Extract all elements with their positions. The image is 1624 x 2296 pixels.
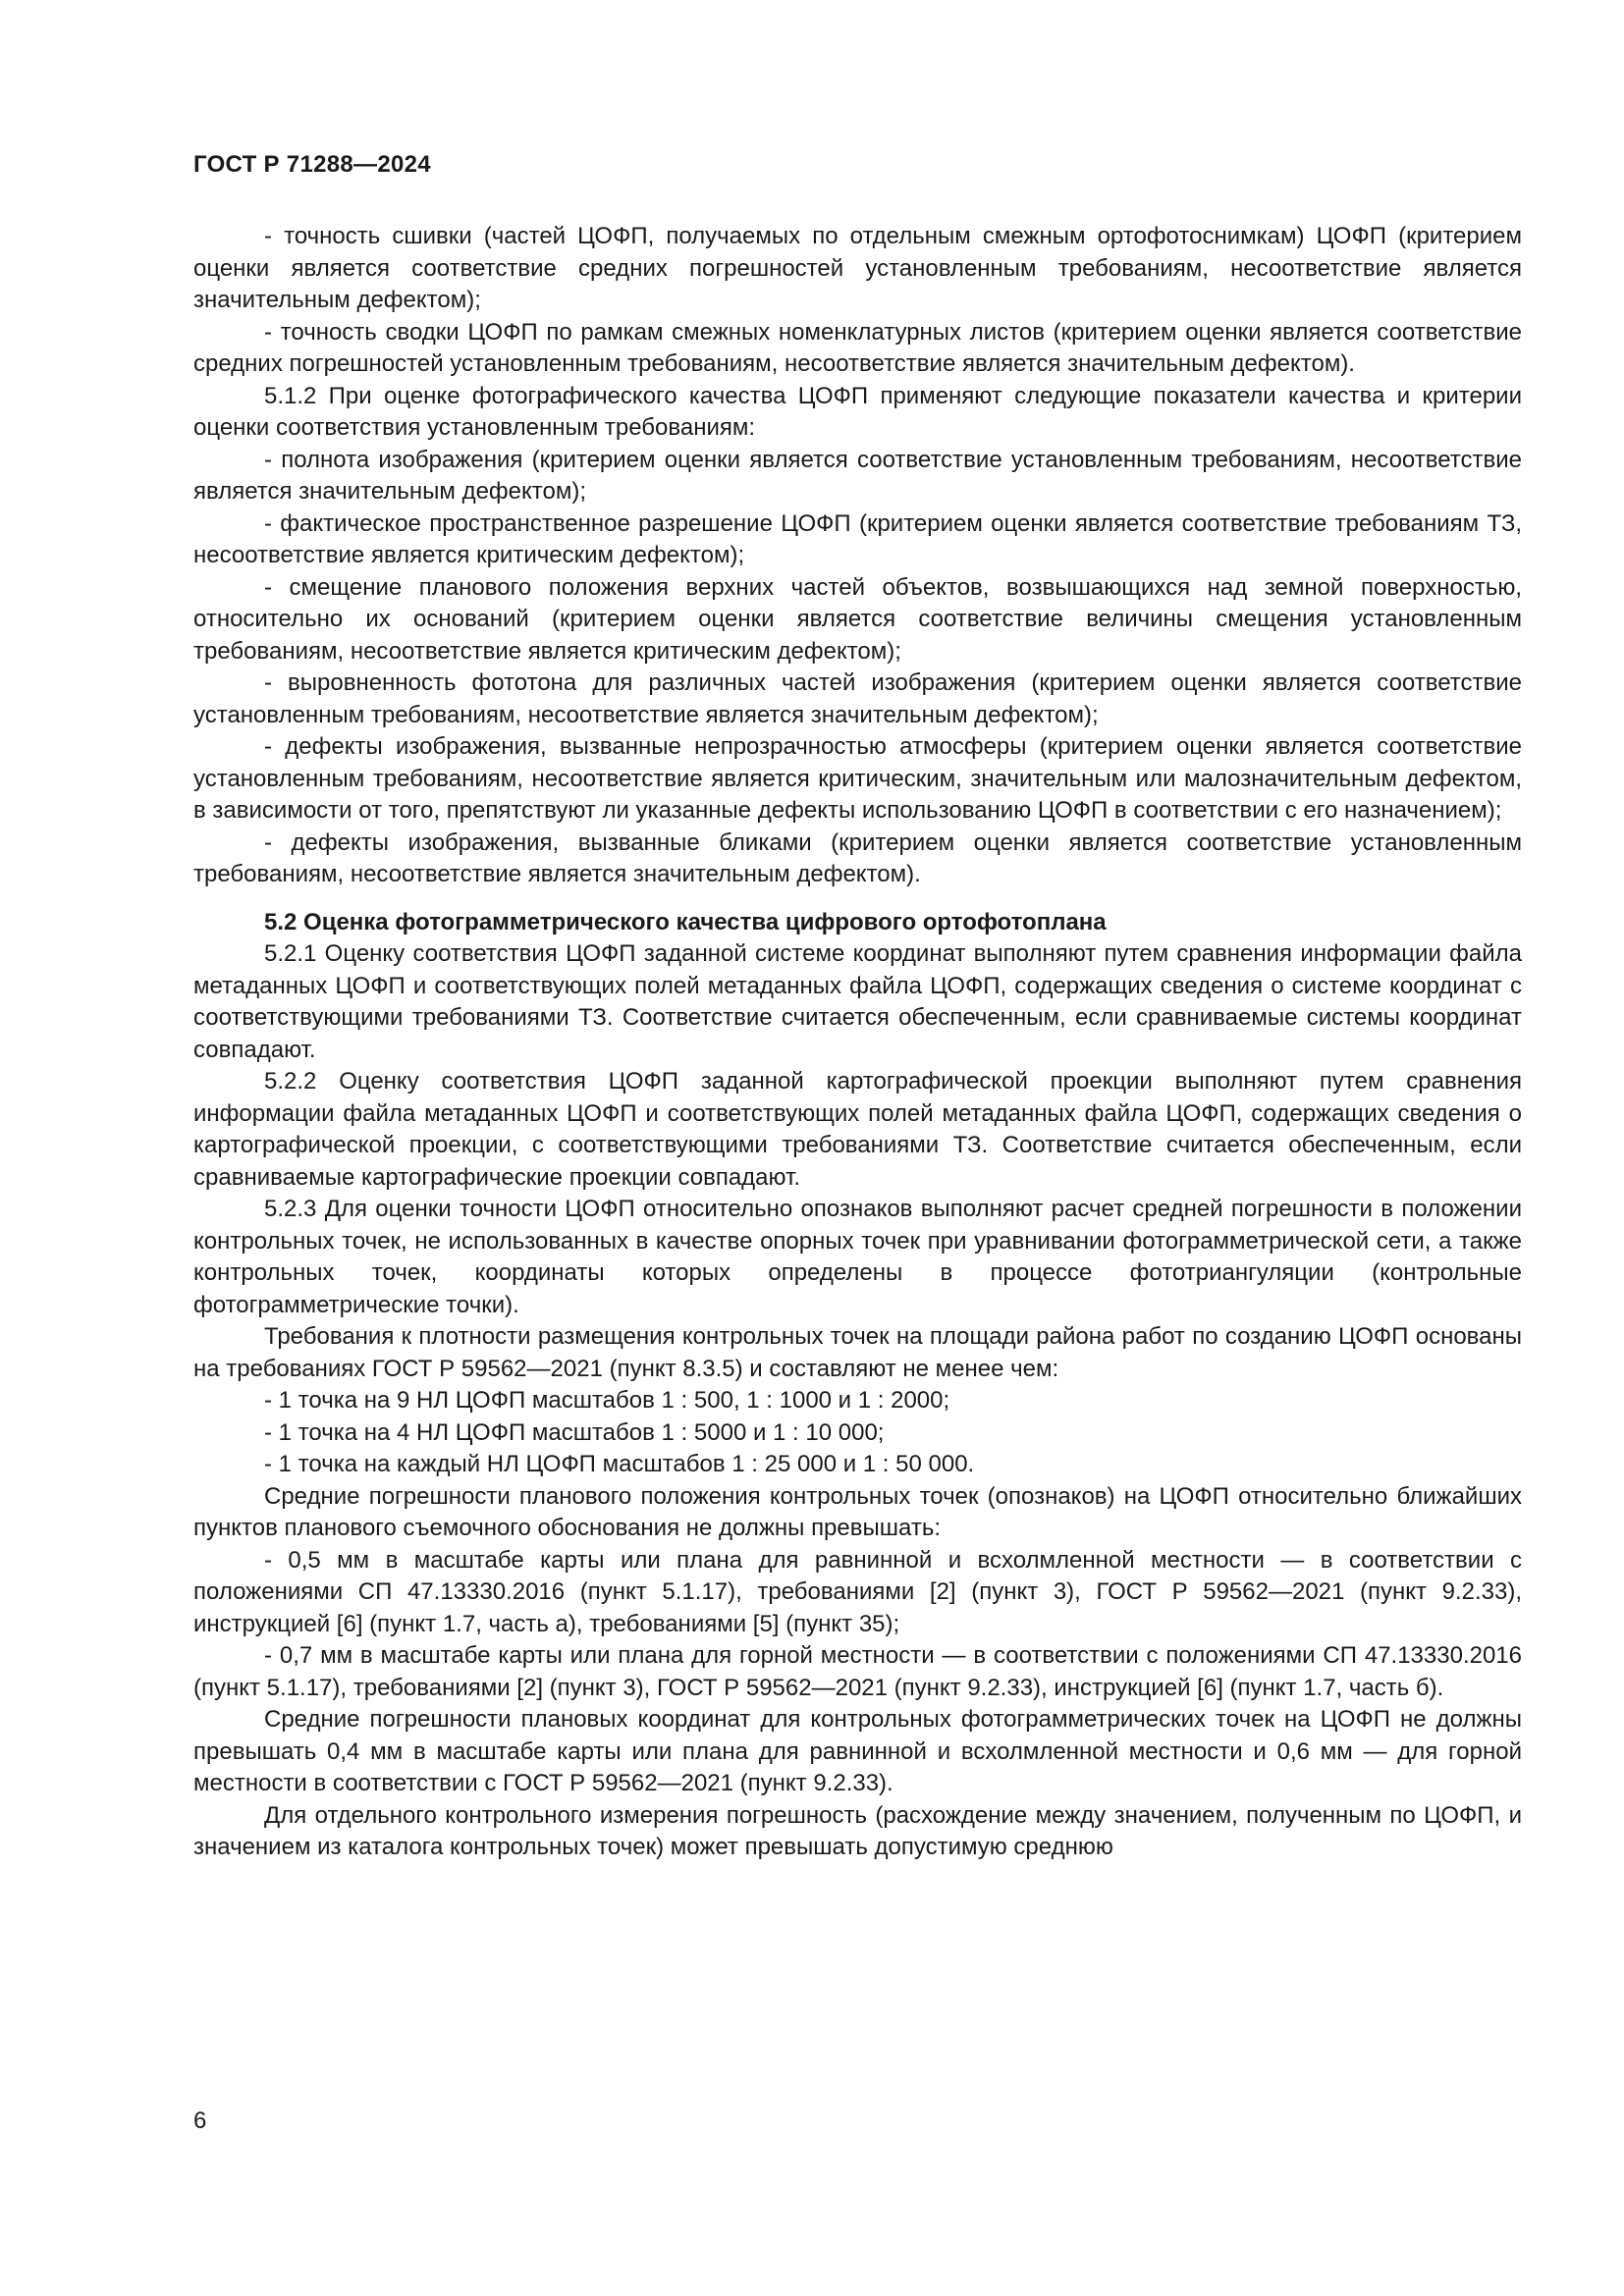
- list-item: - 1 точка на каждый НЛ ЦОФП масштабов 1 : 25 000 и 1 : 50 000.: [264, 1451, 975, 1477]
- paragraph: Требования к плотности размещения контрольных точек на площади района работ по созданию ЦОФП основаны на требованиях ГОСТ Р 59562—2021 (пункт 8.3.5) и составляют не менее чем:: [193, 1323, 1522, 1382]
- list-item: - 0,7 мм в масштабе карты или плана для горной местности — в соответствии с положениями СП 47.13330.2016 (пункт 5.1.17), требованиями [2] (пункт 3), ГОСТ Р 59562—2021 (пункт 9.2.33), инструкцией [6] (пункт 1.7, часть б).: [193, 1642, 1522, 1701]
- paragraph: Средние погрешности планового положения контрольных точек (опознаков) на ЦОФП относительно ближайших пунктов планового съемочного обоснования не должны превышать:: [193, 1482, 1522, 1541]
- paragraph: 5.2.2 Оценку соответствия ЦОФП заданной картографической проекции выполняют путем сравнения информации файла метаданных ЦОФП и соответствующих полей метаданных файла ЦОФП, содержащих сведения о картографической проекции, с соответствующими требованиями ТЗ. Соответствие считается обеспеченным, если сравниваемые картографические проекции совпадают.: [193, 1068, 1522, 1191]
- document-body: [193, 221, 1522, 1864]
- paragraph: - полнота изображения (критерием оценки является соответствие установленным требованиям, несоответствие является значительным дефектом);: [193, 446, 1522, 505]
- paragraph: Для отдельного контрольного измерения погрешность (расхождение между значением, полученным по ЦОФП, и значением из каталога контрольных точек) может превышать допустимую среднюю: [193, 1801, 1522, 1860]
- paragraph: - выровненность фототона для различных частей изображения (критерием оценки является соответствие установленным требованиям, несоответствие является значительным дефектом);: [193, 669, 1522, 728]
- list-item: - 1 точка на 9 НЛ ЦОФП масштабов 1 : 500, 1 : 1000 и 1 : 2000;: [264, 1387, 950, 1414]
- section-title: 5.2 Оценка фотограмметрического качества цифрового ортофотоплана: [264, 908, 1107, 935]
- paragraph: 5.2.3 Для оценки точности ЦОФП относительно опознаков выполняют расчет средней погрешности в положении контрольных точек, не использованных в качестве опорных точек при уравнивании фотограмметрической сети, а также контрольных точек, координаты которых определены в процессе фототриангуляции (контрольные фотограмметрические точки).: [193, 1196, 1522, 1318]
- paragraph: - фактическое пространственное разрешение ЦОФП (критерием оценки является соответствие требованиям ТЗ, несоответствие является критическим дефектом);: [193, 509, 1522, 568]
- paragraph: Средние погрешности плановых координат для контрольных фотограмметрических точек на ЦОФП не должны превышать 0,4 мм в масштабе карты или плана для равнинной и всхолмленной местности и 0,6 мм — для горной местности в соответствии с ГОСТ Р 59562—2021 (пункт 9.2.33).: [193, 1706, 1522, 1796]
- list-item: - 1 точка на 4 НЛ ЦОФП масштабов 1 : 5000 и 1 : 10 000;: [264, 1418, 885, 1446]
- paragraph: - дефекты изображения, вызванные непрозрачностью атмосферы (критерием оценки является соответствие установленным требованиям, несоответствие является критическим, значительным или малозначительным дефектом, в зависимости от того, препятствуют ли указанные дефекты использованию ЦОФП в соответствии с его назначением);: [193, 733, 1522, 824]
- paragraph: - дефекты изображения, вызванные бликами (критерием оценки является соответствие установленным требованиям, несоответствие является значительным дефектом).: [193, 828, 1522, 887]
- paragraph: - точность сводки ЦОФП по рамкам смежных номенклатурных листов (критерием оценки является соответствие средних погрешностей установленным требованиям, несоответствие является значительным дефектом).: [193, 318, 1522, 377]
- list-item: - 0,5 мм в масштабе карты или плана для равнинной и всхолмленной местности — в соответствии с положениями СП 47.13330.2016 (пункт 5.1.17), требованиями [2] (пункт 3), ГОСТ Р 59562—2021 (пункт 9.2.33), инструкцией [6] (пункт 1.7, часть а), требованиями [5] (пункт 35);: [193, 1546, 1522, 1637]
- paragraph: - смещение планового положения верхних частей объектов, возвышающихся над земной поверхностью, относительно их оснований (критерием оценки является соответствие величины смещения установленным требованиям, несоответствие является критическим дефектом);: [193, 573, 1522, 665]
- paragraph: 5.2.1 Оценку соответствия ЦОФП заданной системе координат выполняют путем сравнения информации файла метаданных ЦОФП и соответствующих полей метаданных файла ЦОФП, содержащих сведения о системе координат с соответствующими требованиями ТЗ. Соответствие считается обеспеченным, если сравниваемые системы координат совпадают.: [193, 940, 1522, 1063]
- page-number: 6: [193, 2108, 207, 2134]
- paragraph: - точность сшивки (частей ЦОФП, получаемых по отдельным смежным ортофотоснимкам) ЦОФП (критерием оценки является соответствие средних погрешностей установленным требованиям, несоответствие является значительным дефектом);: [193, 223, 1522, 313]
- paragraph: 5.1.2 При оценке фотографического качества ЦОФП применяют следующие показатели качества и критерии оценки соответствия установленным требованиям:: [193, 382, 1522, 441]
- document-header: ГОСТ Р 71288—2024: [193, 151, 431, 178]
